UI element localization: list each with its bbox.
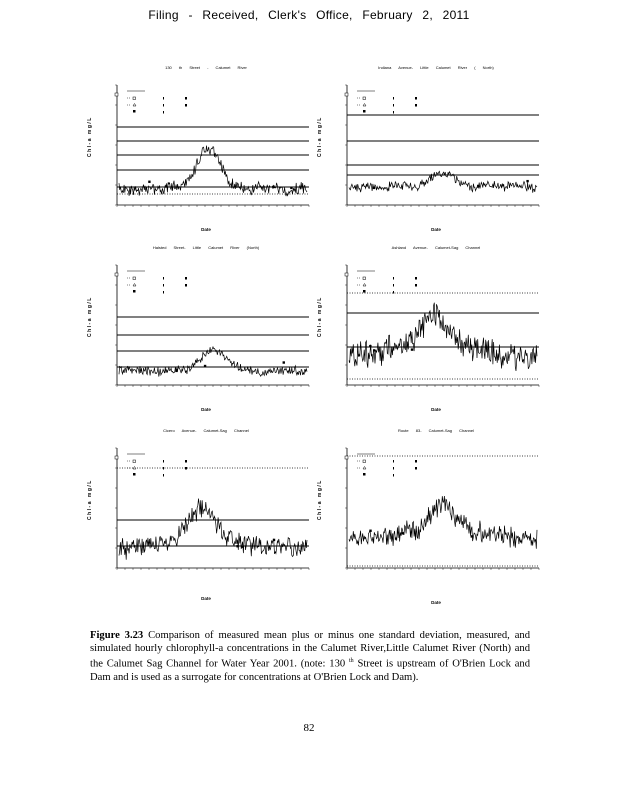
legend-glyph bbox=[185, 104, 187, 107]
measured-point bbox=[369, 530, 371, 532]
legend-marker-measured bbox=[133, 473, 136, 476]
chart-plot bbox=[325, 255, 547, 405]
legend-glyph bbox=[415, 284, 417, 287]
figure-caption bbox=[90, 629, 530, 684]
chart-plot bbox=[95, 75, 317, 225]
legend-glyph bbox=[185, 277, 187, 280]
chart-title: Indiana Avenue- Little Calumet River ( North) bbox=[378, 65, 494, 70]
x-axis-label: Date bbox=[201, 227, 211, 232]
y-axis-label: Chl-a mg/L bbox=[87, 116, 93, 157]
simulated-series-line bbox=[349, 171, 537, 192]
legend-marker-measured bbox=[363, 473, 366, 476]
legend-marker-minus bbox=[363, 467, 366, 470]
legend-marker-mean bbox=[133, 97, 136, 100]
measured-point bbox=[290, 187, 292, 189]
axis-marker bbox=[115, 273, 118, 276]
measured-point bbox=[241, 545, 243, 547]
legend-glyph bbox=[393, 97, 394, 100]
legend-glyph bbox=[415, 467, 417, 470]
measured-point bbox=[373, 349, 375, 351]
legend-marker-mean bbox=[363, 460, 366, 463]
legend-glyph bbox=[393, 474, 394, 477]
legend-marker-mean bbox=[363, 97, 366, 100]
axis-marker bbox=[115, 456, 118, 459]
measured-point bbox=[236, 545, 238, 547]
chart-panel-route-83 bbox=[317, 428, 547, 608]
measured-point bbox=[373, 187, 375, 189]
simulated-series-line bbox=[349, 496, 537, 549]
measured-point bbox=[283, 361, 285, 363]
caption-superscript: th bbox=[348, 658, 354, 665]
measured-point bbox=[411, 348, 413, 350]
chart-panel-ashland-avenue bbox=[317, 245, 547, 425]
measured-point bbox=[477, 185, 479, 187]
chart-title: Ashland Avenue- Calumet-Sag Channel bbox=[391, 245, 481, 250]
measured-point bbox=[148, 181, 150, 183]
legend-marker-measured bbox=[363, 110, 366, 113]
legend-marker-minus bbox=[133, 284, 136, 287]
legend-marker-mean bbox=[133, 460, 136, 463]
chart-plot bbox=[95, 438, 317, 588]
axis-marker bbox=[115, 93, 118, 96]
measured-point bbox=[272, 186, 274, 188]
chart-panel-indiana-avenue bbox=[317, 65, 547, 245]
legend-glyph bbox=[163, 284, 164, 287]
figure-label: Figure 3.23 bbox=[90, 630, 144, 641]
legend-glyph bbox=[163, 291, 164, 294]
legend-glyph bbox=[393, 291, 394, 294]
y-axis-label: Chl-a mg/L bbox=[87, 296, 93, 337]
measured-point bbox=[526, 180, 528, 182]
measured-point bbox=[204, 365, 206, 367]
legend-marker-minus bbox=[363, 284, 366, 287]
x-axis-label: Date bbox=[431, 600, 441, 605]
simulated-series-line bbox=[119, 146, 307, 197]
legend-glyph bbox=[163, 111, 164, 114]
legend-glyph bbox=[163, 277, 164, 280]
caption-text-continued: Street is upstream of O'Brien Lock and Dam and is used as a surrogate for concentrations at O'Brien Lock and Dam). bbox=[90, 658, 530, 684]
legend-glyph bbox=[185, 284, 187, 287]
legend-glyph bbox=[393, 467, 394, 470]
y-axis-label: Chl-a mg/L bbox=[317, 116, 323, 157]
chart-panel-halsted-street bbox=[87, 245, 317, 425]
legend-glyph bbox=[163, 104, 164, 107]
chart-plot bbox=[325, 75, 547, 225]
measured-point bbox=[402, 532, 404, 534]
legend-glyph bbox=[415, 97, 417, 100]
legend-marker-minus bbox=[133, 104, 136, 107]
page-number: 82 bbox=[303, 722, 315, 734]
legend-marker-minus bbox=[363, 104, 366, 107]
legend-marker-measured bbox=[133, 290, 136, 293]
y-axis-label: Chl-a mg/L bbox=[317, 479, 323, 520]
chart-panel-cicero-avenue bbox=[87, 428, 317, 608]
legend-marker-measured bbox=[363, 290, 366, 293]
legend-glyph bbox=[393, 460, 394, 463]
simulated-series-line bbox=[119, 499, 307, 560]
legend-glyph bbox=[393, 104, 394, 107]
legend-glyph bbox=[415, 460, 417, 463]
legend-glyph bbox=[185, 460, 187, 463]
axis-marker bbox=[345, 456, 348, 459]
legend-glyph bbox=[163, 467, 164, 470]
measured-point bbox=[273, 539, 275, 541]
chart-title: Route 83- Calumet-Sag Channel bbox=[397, 428, 475, 433]
legend-glyph bbox=[415, 104, 417, 107]
legend-glyph bbox=[185, 97, 187, 100]
legend-glyph bbox=[163, 460, 164, 463]
legend-glyph bbox=[393, 284, 394, 287]
x-axis-label: Date bbox=[431, 227, 441, 232]
chart-plot bbox=[95, 255, 317, 405]
page-header: Filing - Received, Clerk's Office, February 2, 2011 bbox=[148, 8, 470, 22]
chart-panel-130th-street bbox=[87, 65, 317, 245]
measured-point bbox=[175, 370, 177, 372]
x-axis-label: Date bbox=[201, 596, 211, 601]
chart-title: Cicero Avenue- Calumet-Sag Channel bbox=[163, 428, 249, 433]
legend-marker-measured bbox=[133, 110, 136, 113]
axis-marker bbox=[345, 93, 348, 96]
y-axis-label: Chl-a mg/L bbox=[87, 479, 93, 520]
legend-glyph bbox=[393, 277, 394, 280]
legend-glyph bbox=[163, 97, 164, 100]
legend-glyph bbox=[415, 277, 417, 280]
chart-title: 130 th Street - Calumet River bbox=[165, 65, 247, 70]
legend-glyph bbox=[393, 111, 394, 114]
caption-text: Comparison of measured mean plus or minus one standard deviation, measured, and simulated hourly chlorophyll-a concentrations in the Calumet River,Little Calumet River (North) and the Calumet Sag Channel for Water Year 2001. (note: 130 bbox=[90, 630, 530, 670]
measured-point bbox=[369, 345, 371, 347]
legend-glyph bbox=[185, 467, 187, 470]
measured-point bbox=[471, 535, 473, 537]
legend-marker-mean bbox=[363, 277, 366, 280]
legend-marker-minus bbox=[133, 467, 136, 470]
chart-plot bbox=[325, 438, 547, 588]
legend-glyph bbox=[163, 474, 164, 477]
y-axis-label: Chl-a mg/L bbox=[317, 296, 323, 337]
x-axis-label: Date bbox=[431, 407, 441, 412]
axis-marker bbox=[345, 273, 348, 276]
legend-marker-mean bbox=[133, 277, 136, 280]
x-axis-label: Date bbox=[201, 407, 211, 412]
chart-title: Halsted Street- Little Calumet River (North) bbox=[152, 245, 260, 250]
